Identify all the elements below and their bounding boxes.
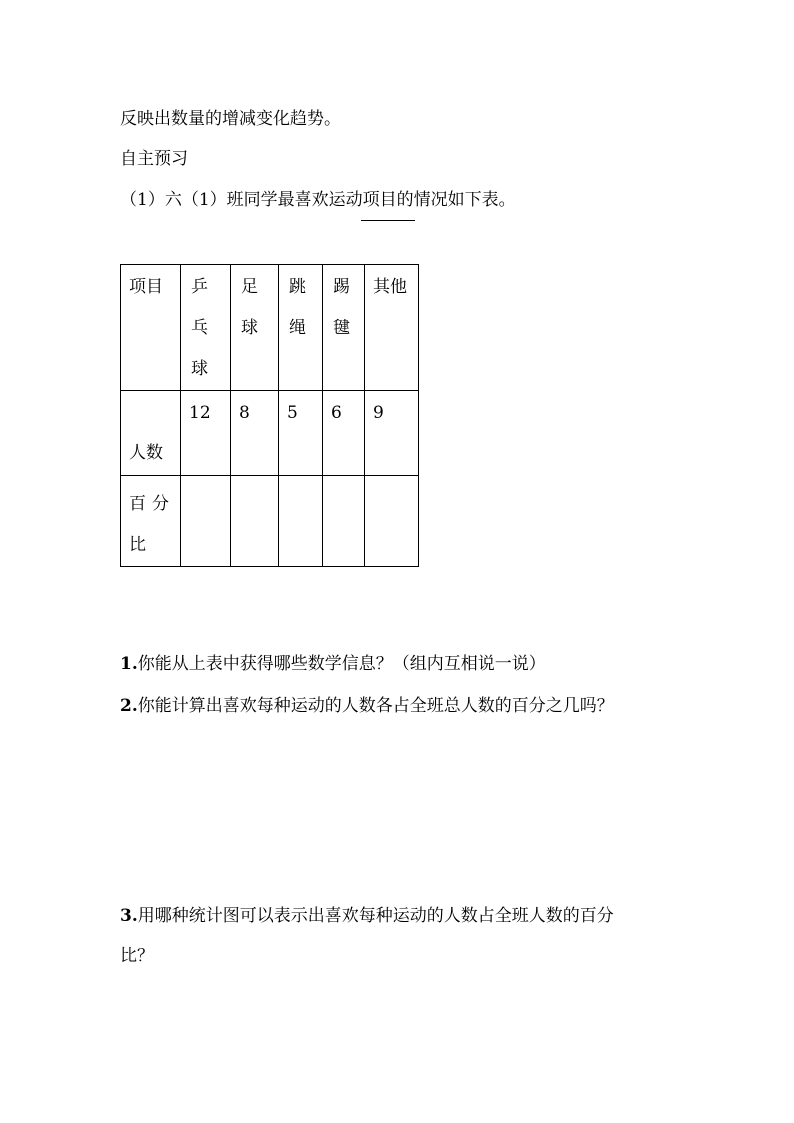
percent-cell-empty xyxy=(181,476,231,567)
item-cell xyxy=(323,265,365,391)
count-value: 8 xyxy=(239,403,250,423)
header-cell-item xyxy=(121,265,181,391)
count-cell xyxy=(231,391,279,476)
question-3-continuation: 比？ xyxy=(120,946,154,966)
percent-cell-empty xyxy=(231,476,279,567)
table-row-items xyxy=(121,265,419,391)
question-text: 你能计算出喜欢每种运动的人数各占全班总人数的百分之几吗？ xyxy=(137,696,614,716)
count-cell xyxy=(365,391,419,476)
percent-cell-empty xyxy=(365,476,419,567)
item-label: 跳绳 xyxy=(289,277,306,338)
percent-cell-empty xyxy=(279,476,323,567)
count-value: 6 xyxy=(331,403,342,423)
question-number: 1. xyxy=(120,654,138,674)
percent-cell-empty xyxy=(323,476,365,567)
section-heading-preview: 自主预习 xyxy=(120,149,188,169)
header-cell-count xyxy=(121,391,181,476)
item-label: 踢毽 xyxy=(333,277,350,338)
count-value: 12 xyxy=(189,403,211,423)
count-cell xyxy=(323,391,365,476)
item-label: 乒乓球 xyxy=(191,277,208,379)
item-cell xyxy=(279,265,323,391)
question-text: 用哪种统计图可以表示出喜欢每种运动的人数占全班人数的百分 xyxy=(137,906,614,926)
item-cell xyxy=(181,265,231,391)
item-label: 足球 xyxy=(241,277,258,338)
question-number: 3. xyxy=(120,906,138,926)
text-line-trend: 反映出数量的增减变化趋势。 xyxy=(120,109,341,129)
count-value: 9 xyxy=(373,403,384,423)
underline-mark xyxy=(361,220,415,221)
count-cell xyxy=(279,391,323,476)
item-cell xyxy=(231,265,279,391)
header-label-count: 人数 xyxy=(129,443,163,463)
question-number: 2. xyxy=(120,696,138,716)
sports-table xyxy=(120,264,419,567)
question-2 xyxy=(120,694,614,718)
header-label-percent: 百分比 xyxy=(129,494,175,555)
header-cell-percent xyxy=(121,476,181,567)
item-label: 其他 xyxy=(373,277,407,297)
count-cell xyxy=(181,391,231,476)
header-label-item: 项目 xyxy=(129,277,163,297)
table-row-counts xyxy=(121,391,419,476)
table-intro-line: （1）六（1）班同学最喜欢运动项目的情况如下表。 xyxy=(120,190,516,210)
table-row-percent xyxy=(121,476,419,567)
question-1 xyxy=(120,652,546,676)
count-value: 5 xyxy=(287,403,298,423)
question-3 xyxy=(120,904,614,928)
item-cell xyxy=(365,265,419,391)
question-text: 你能从上表中获得哪些数学信息？（组内互相说一说） xyxy=(137,654,546,674)
